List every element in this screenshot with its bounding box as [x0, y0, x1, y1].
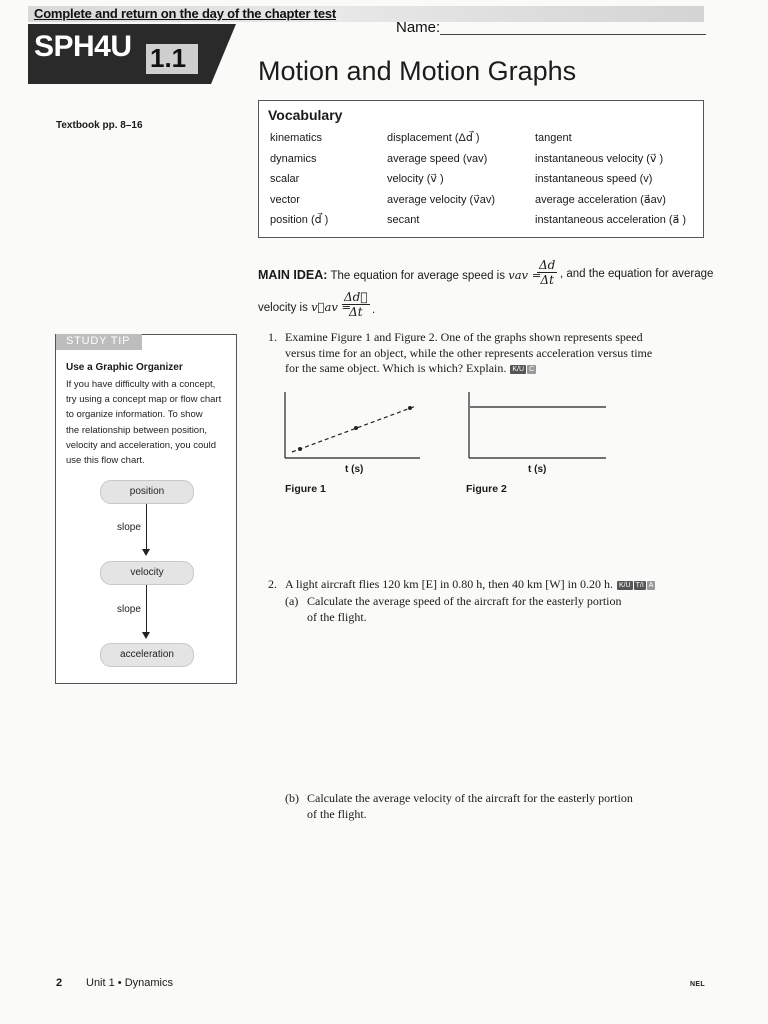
study-tip-heading: Use a Graphic Organizer: [66, 362, 183, 373]
vocab-term: velocity (v⃗ ): [387, 173, 444, 186]
main-idea-label: MAIN IDEA:: [258, 268, 328, 282]
application-icon: A: [648, 582, 654, 589]
publisher-mark: NEL: [690, 981, 705, 988]
vocab-term: average speed (vav): [387, 152, 488, 165]
fraction-numerator: Δd: [539, 258, 556, 272]
average-speed-fraction: [537, 258, 557, 287]
figure-1-point: [298, 447, 302, 451]
vocab-term: position (d⃗ ): [270, 214, 329, 227]
knowledge-understanding-icon: K/U: [618, 582, 631, 589]
arrow-down-icon: [142, 549, 150, 556]
vocab-term: scalar: [270, 173, 300, 186]
main-idea-line-2: [258, 300, 351, 314]
main-idea-period: .: [372, 304, 376, 316]
question-line: of the flight.: [307, 806, 367, 821]
vocab-term: tangent: [535, 132, 572, 144]
question-2b-label: (b): [285, 791, 299, 805]
study-tip-label: STUDY TIP: [66, 335, 131, 347]
name-field-line[interactable]: [440, 34, 706, 35]
study-tip-line: the relationship between position,: [66, 424, 208, 436]
flow-node-position: position: [100, 480, 194, 504]
vocab-term: displacement (Δd⃗ ): [387, 132, 480, 144]
section-number: 1.1: [150, 43, 187, 73]
average-velocity-fraction: [342, 290, 370, 319]
study-tip-line: use this flow chart.: [66, 455, 145, 467]
question-2a-label: (a): [285, 594, 299, 608]
vocab-term: dynamics: [270, 152, 317, 165]
question-line: versus time for an object, while the other represents acceleration versus time: [285, 345, 653, 360]
flow-node-velocity: velocity: [100, 561, 194, 585]
vocab-term: instantaneous velocity (v⃗ ): [535, 152, 664, 165]
question-2-number: 2.: [268, 577, 277, 591]
page-number: 2: [56, 977, 63, 989]
figure-1-graph: [282, 390, 422, 460]
figure-1-point: [408, 406, 412, 410]
figure-2-graph: [466, 390, 608, 460]
study-tip-line: try using a concept map or flow chart: [66, 394, 222, 406]
average-speed-symbol: vav =: [508, 268, 542, 282]
main-idea-continuation: , and the equation for average: [560, 268, 714, 280]
knowledge-understanding-icon: K/U: [512, 366, 525, 373]
study-tip-line: to organize information. To show: [66, 409, 203, 421]
question-2-text: [285, 577, 715, 593]
textbook-reference: Textbook pp. 8–16: [56, 120, 143, 131]
page-title: Motion and Motion Graphs: [258, 56, 577, 86]
question-line-with-icons: [285, 361, 705, 377]
vocab-term: secant: [387, 214, 420, 227]
vocabulary-column-1: [270, 128, 328, 231]
vocabulary-title: Vocabulary: [268, 107, 343, 123]
communication-icon: C: [529, 366, 535, 373]
question-2a-text: [307, 594, 707, 625]
question-line: of the flight.: [307, 609, 367, 624]
question-line: Calculate the average velocity of the aircraft for the easterly portion: [307, 791, 633, 805]
name-label: Name:: [396, 19, 441, 36]
course-code: SPH4U: [34, 30, 132, 63]
vocab-term: average velocity (v⃗av): [387, 193, 495, 206]
question-1-number: 1.: [268, 330, 277, 344]
main-idea-text: The equation for average speed is: [330, 270, 505, 282]
question-2b-text: [307, 791, 707, 822]
study-tip-line: velocity and acceleration, you could: [66, 439, 216, 451]
figure-1-caption: Figure 1: [285, 483, 326, 495]
fraction-numerator: Δd⃗: [344, 290, 368, 304]
flow-edge-label: slope: [117, 522, 141, 533]
flow-edge-label: slope: [117, 604, 141, 615]
main-idea-line-1: [258, 268, 541, 282]
question-line: A light aircraft flies 120 km [E] in 0.80 h, then 40 km [W] in 0.20 h.: [285, 577, 613, 591]
vocabulary-column-3: [535, 128, 686, 231]
vocab-term: kinematics: [270, 132, 322, 144]
question-1-text: [285, 330, 705, 377]
study-tip-body: [66, 377, 230, 468]
arrow-down-icon: [142, 632, 150, 639]
flow-connector: [146, 504, 147, 550]
flow-node-acceleration: acceleration: [100, 643, 194, 667]
figure-2-x-label: t (s): [528, 464, 547, 475]
fraction-denominator: Δt: [540, 273, 554, 287]
question-line: Examine Figure 1 and Figure 2. One of the graphs shown represents speed: [285, 330, 643, 344]
vocab-term: vector: [270, 193, 300, 206]
vocab-term: average acceleration (a⃗av): [535, 193, 666, 206]
vocab-term: instantaneous acceleration (a⃗ ): [535, 214, 687, 227]
figure-1-x-label: t (s): [345, 464, 364, 475]
vocabulary-column-2: [387, 128, 495, 231]
main-idea-text: velocity is: [258, 302, 308, 314]
figure-2-caption: Figure 2: [466, 483, 507, 495]
study-tip-line: If you have difficulty with a concept,: [66, 379, 216, 390]
unit-label: Unit 1 • Dynamics: [86, 977, 173, 989]
figure-1-line: [292, 406, 416, 452]
instruction-text: Complete and return on the day of the chapter test: [34, 6, 337, 21]
thinking-investigation-icon: T/I: [635, 582, 644, 589]
question-line: for the same object. Which is which? Explain.: [285, 361, 507, 375]
flow-connector: [146, 585, 147, 633]
average-velocity-symbol: v⃗av =: [311, 300, 352, 314]
question-line: Calculate the average speed of the aircraft for the easterly portion: [307, 594, 622, 608]
figure-1-point: [354, 426, 358, 430]
vocab-term: instantaneous speed (v): [535, 173, 653, 186]
fraction-denominator: Δt: [349, 305, 363, 319]
